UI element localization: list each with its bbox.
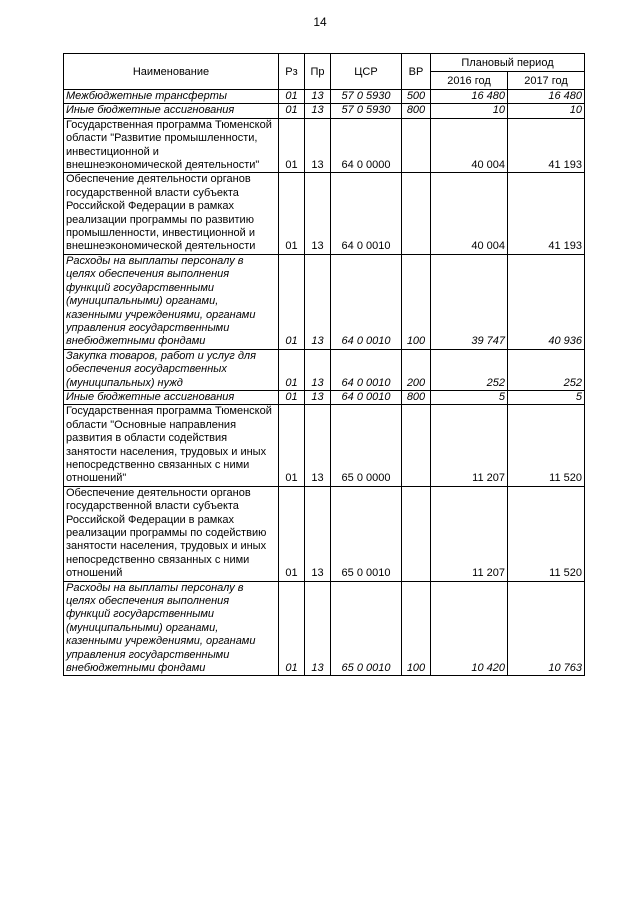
row-2017-value: 10	[508, 104, 585, 118]
row-vr-cell: 100	[402, 254, 431, 349]
row-2017-value: 16 480	[508, 90, 585, 104]
row-name-cell: Иные бюджетные ассигнования	[64, 390, 279, 404]
row-vr-cell	[402, 405, 431, 486]
row-2017-value: 41 193	[508, 118, 585, 173]
row-pr-cell: 13	[305, 90, 331, 104]
row-name-cell: Обеспечение деятельности органов государственной власти субъекта Российской Федерации в рамках реализации программы по содействию занятости населения, трудовых и иных непосредственно связанных с ними отношений	[64, 486, 279, 581]
table-row	[64, 581, 585, 676]
row-vr-cell	[402, 486, 431, 581]
row-2017-value: 11 520	[508, 486, 585, 581]
row-name-cell: Межбюджетные трансферты	[64, 90, 279, 104]
row-csr-cell: 65 0 0000	[331, 405, 402, 486]
table-row	[64, 405, 585, 486]
row-rz-cell: 01	[279, 254, 305, 349]
table-row	[64, 104, 585, 118]
row-name-cell: Государственная программа Тюменской области "Основные направления развития в области содействия занятости населения, трудовых и иных непосредственно связанных с ними отношений"	[64, 405, 279, 486]
row-2017-value: 41 193	[508, 173, 585, 254]
row-vr-cell: 800	[402, 390, 431, 404]
row-vr-cell	[402, 173, 431, 254]
header-planned-period: Плановый период	[431, 54, 585, 72]
table-row	[64, 90, 585, 104]
row-name-cell: Расходы на выплаты персоналу в целях обеспечения выполнения функций государственными (муниципальными) органами, казенными учреждениями, органами управления государственными внебюджетными фондами	[64, 254, 279, 349]
row-2016-value: 5	[431, 390, 508, 404]
row-pr-cell: 13	[305, 405, 331, 486]
row-csr-cell: 64 0 0010	[331, 349, 402, 390]
header-pr: Пр	[305, 54, 331, 90]
row-name-cell: Обеспечение деятельности органов государственной власти субъекта Российской Федерации в рамках реализации программы по развитию промышленности, инвестиционной и внешнеэкономической деятельности	[64, 173, 279, 254]
row-csr-cell: 57 0 5930	[331, 104, 402, 118]
row-2016-value: 11 207	[431, 405, 508, 486]
row-rz-cell: 01	[279, 486, 305, 581]
row-name-cell: Государственная программа Тюменской области "Развитие промышленности, инвестиционной и внешнеэкономической деятельности"	[64, 118, 279, 173]
row-pr-cell: 13	[305, 349, 331, 390]
row-name-cell: Закупка товаров, работ и услуг для обеспечения государственных (муниципальных) нужд	[64, 349, 279, 390]
row-vr-cell: 800	[402, 104, 431, 118]
row-rz-cell: 01	[279, 173, 305, 254]
row-pr-cell: 13	[305, 254, 331, 349]
row-csr-cell: 64 0 0010	[331, 254, 402, 349]
row-rz-cell: 01	[279, 104, 305, 118]
row-2017-value: 5	[508, 390, 585, 404]
row-2017-value: 40 936	[508, 254, 585, 349]
row-rz-cell: 01	[279, 405, 305, 486]
row-pr-cell: 13	[305, 173, 331, 254]
table-row	[64, 349, 585, 390]
table-body	[64, 90, 585, 676]
row-name-cell: Расходы на выплаты персоналу в целях обеспечения выполнения функций государственными (муниципальными) органами, казенными учреждениями, органами управления государственными внебюджетными фондами	[64, 581, 279, 676]
row-rz-cell: 01	[279, 390, 305, 404]
table-header	[64, 54, 585, 90]
row-vr-cell: 200	[402, 349, 431, 390]
page-number: 14	[313, 15, 327, 29]
row-2017-value: 11 520	[508, 405, 585, 486]
row-rz-cell: 01	[279, 118, 305, 173]
header-year-2016: 2016 год	[431, 72, 508, 90]
row-2016-value: 252	[431, 349, 508, 390]
row-csr-cell: 64 0 0010	[331, 173, 402, 254]
table-row	[64, 390, 585, 404]
row-vr-cell: 500	[402, 90, 431, 104]
table-row	[64, 486, 585, 581]
row-pr-cell: 13	[305, 104, 331, 118]
row-2016-value: 10 420	[431, 581, 508, 676]
row-pr-cell: 13	[305, 118, 331, 173]
row-2017-value: 252	[508, 349, 585, 390]
row-vr-cell	[402, 118, 431, 173]
row-pr-cell: 13	[305, 486, 331, 581]
row-csr-cell: 64 0 0000	[331, 118, 402, 173]
row-2016-value: 11 207	[431, 486, 508, 581]
row-csr-cell: 64 0 0010	[331, 390, 402, 404]
header-name: Наименование	[64, 54, 279, 90]
row-pr-cell: 13	[305, 581, 331, 676]
row-csr-cell: 65 0 0010	[331, 581, 402, 676]
row-rz-cell: 01	[279, 90, 305, 104]
table-row	[64, 254, 585, 349]
row-csr-cell: 57 0 5930	[331, 90, 402, 104]
table-row	[64, 173, 585, 254]
budget-table	[63, 53, 585, 676]
row-2017-value: 10 763	[508, 581, 585, 676]
row-rz-cell: 01	[279, 581, 305, 676]
row-2016-value: 10	[431, 104, 508, 118]
header-year-2017: 2017 год	[508, 72, 585, 90]
row-vr-cell: 100	[402, 581, 431, 676]
header-vr: ВР	[402, 54, 431, 90]
header-rz: Рз	[279, 54, 305, 90]
table-row	[64, 118, 585, 173]
row-rz-cell: 01	[279, 349, 305, 390]
row-pr-cell: 13	[305, 390, 331, 404]
row-2016-value: 40 004	[431, 173, 508, 254]
row-2016-value: 39 747	[431, 254, 508, 349]
row-name-cell: Иные бюджетные ассигнования	[64, 104, 279, 118]
row-2016-value: 40 004	[431, 118, 508, 173]
row-2016-value: 16 480	[431, 90, 508, 104]
header-csr: ЦСР	[331, 54, 402, 90]
row-csr-cell: 65 0 0010	[331, 486, 402, 581]
